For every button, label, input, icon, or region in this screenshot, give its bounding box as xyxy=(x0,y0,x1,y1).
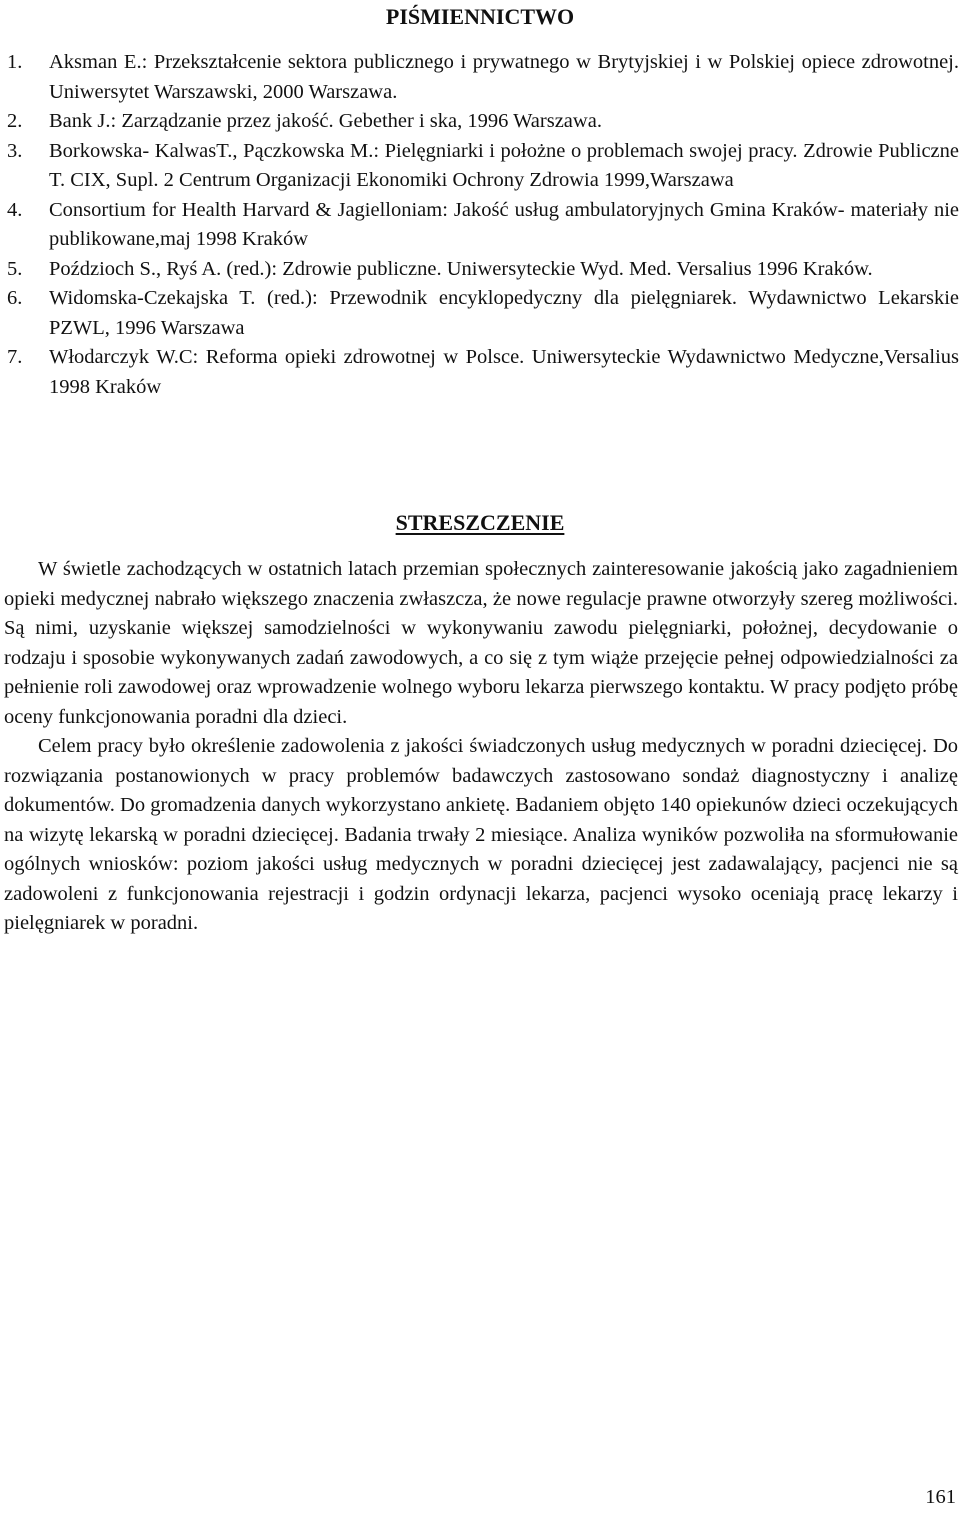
reference-text: Consortium for Health Harvard & Jagielloniam: Jakość usług ambulatoryjnych Gmina Kraków- materiały nie publikowane,maj 1998 Kraków xyxy=(49,198,959,250)
reference-text: Bank J.: Zarządzanie przez jakość. Gebether i ska, 1996 Warszawa. xyxy=(49,110,602,132)
reference-item xyxy=(7,343,959,402)
references-list xyxy=(7,48,959,402)
reference-number: 2. xyxy=(7,110,23,132)
abstract-paragraph: Celem pracy było określenie zadowolenia z jakości świadczonych usług medycznych w poradni dziecięcej. Do rozwiązania postanowionych w pracy problemów badawczych zastosowano sondaż diagnostyczny i analizę dokumentów. Do gromadzenia danych wykorzystano ankietę. Badaniem objęto 140 opiekunów dzieci oczekujących na wizytę lekarską w poradni dziecięcej. Badania trwały 2 miesiące. Analiza wyników pozwoliła na sformułowanie ogólnych wniosków: poziom jakości usług medycznych w poradni dziecięcej jest zadawalający, pacjenci nie są zadowoleni z funkcjonowania rejestracji i godzin ordynacji lekarza, pacjenci wysoko oceniają pracę lekarzy i pielęgniarek w poradni. xyxy=(4,735,958,934)
abstract-paragraph: W świetle zachodzących w ostatnich latach przemian społecznych zainteresowanie jakością jako zagadnieniem opieki medycznej nabrało większego znaczenia zwłaszcza, że nowe regulacje prawne otworzyły szereg możliwości. Są nimi, uzyskanie większej samodzielności w wykonywaniu zawodu pielęgniarki, położnej, decydowanie o rodzaju i sposobie wykonywanych zadań zawodowych, a co się z tym wiąże przejęcie pełnej odpowiedzialności za pełnienie roli zawodowej oraz wprowadzenie wolnego wyboru lekarza pierwszego kontaktu. W pracy podjęto próbę oceny funkcjonowania poradni dla dzieci. xyxy=(4,558,958,728)
references-heading: PIŚMIENNICTWO xyxy=(385,4,575,29)
reference-text: Widomska-Czekajska T. (red.): Przewodnik encyklopedyczny dla pielęgniarek. Wydawnictwo Lekarskie PZWL, 1996 Warszawa xyxy=(49,287,959,339)
reference-item xyxy=(7,107,959,137)
reference-number: 4. xyxy=(7,198,23,221)
reference-text: Borkowska- KalwasT., Pączkowska M.: Pielęgniarki i położne o problemach swojej pracy. Zdrowie Publiczne T. CIX, Supl. 2 Centrum Organizacji Ekonomiki Ochrony Zdrowia 1999,Warszawa xyxy=(49,139,959,191)
page-number: 161 xyxy=(925,1486,956,1508)
reference-item xyxy=(7,48,959,107)
reference-number: 3. xyxy=(7,139,23,162)
reference-item xyxy=(7,137,959,196)
reference-number: 7. xyxy=(7,346,23,368)
reference-number: 5. xyxy=(7,257,23,280)
reference-text: Włodarczyk W.C: Reforma opieki zdrowotnej w Polsce. Uniwersyteckie Wydawnictwo Medyczne,Versalius 1998 Kraków xyxy=(49,346,959,398)
abstract-body xyxy=(4,555,958,939)
reference-item xyxy=(7,255,959,285)
reference-number: 6. xyxy=(7,287,23,309)
reference-item xyxy=(7,284,959,343)
abstract-heading: STRESZCZENIE xyxy=(395,510,565,535)
reference-text: Poździoch S., Ryś A. (red.): Zdrowie publiczne. Uniwersyteckie Wyd. Med. Versalius 1996 Kraków. xyxy=(49,257,873,280)
reference-item xyxy=(7,196,959,255)
reference-text: Aksman E.: Przekształcenie sektora publicznego i prywatnego w Brytyjskiej i w Polskiej opiece zdrowotnej. Uniwersytet Warszawski, 2000 Warszawa. xyxy=(49,51,959,103)
reference-number: 1. xyxy=(7,51,23,73)
